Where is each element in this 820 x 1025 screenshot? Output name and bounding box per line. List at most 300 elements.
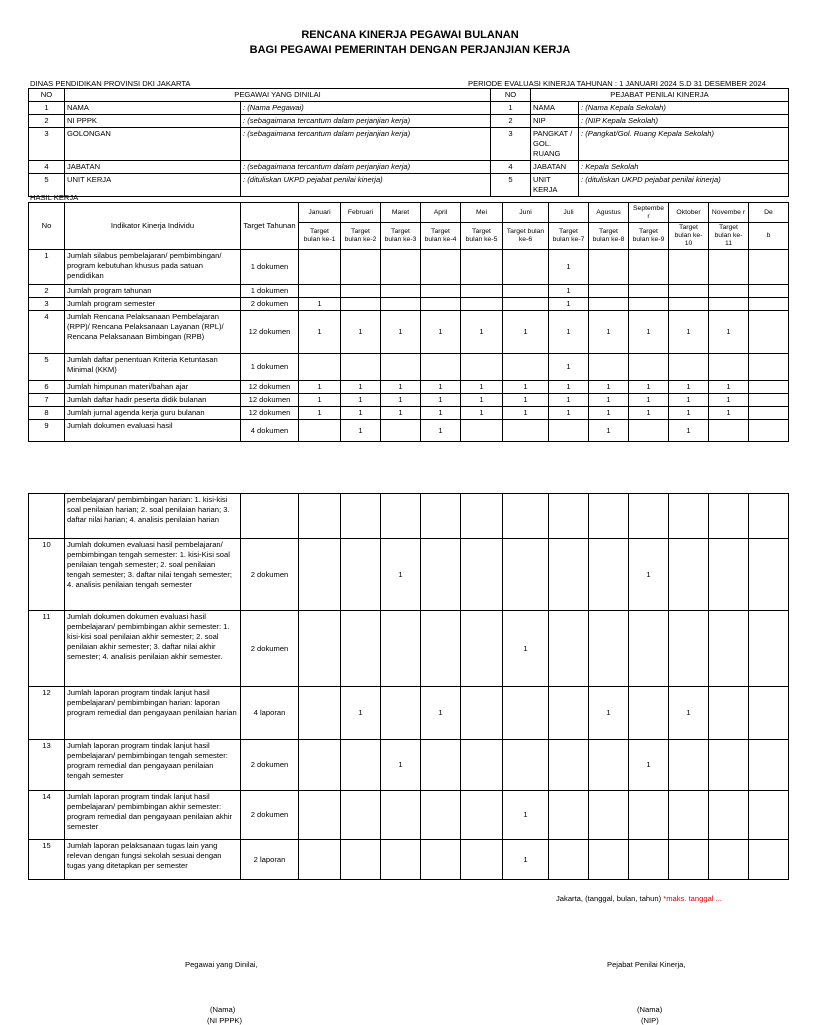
row-month-value: 1 — [299, 298, 341, 311]
sig-left-title: Pegawai yang Dinilai, — [185, 960, 258, 969]
table-row — [29, 840, 789, 880]
row-month-value: 1 — [421, 381, 461, 394]
row-indikator: Jumlah daftar hadir peserta didik bulanan — [65, 394, 241, 407]
sig-right-id: (NIP) — [641, 1016, 659, 1025]
row-month-value — [589, 740, 629, 791]
row-month-value — [669, 285, 709, 298]
row-month-value: 1 — [503, 311, 549, 354]
row-no: 14 — [29, 791, 65, 840]
row-month-value: 1 — [299, 394, 341, 407]
row-month-value — [749, 494, 789, 539]
identity-row — [29, 115, 789, 128]
row-month-value — [589, 611, 629, 687]
row-month-value: 1 — [461, 311, 503, 354]
row-no: 4 — [29, 311, 65, 354]
row-month-value — [749, 539, 789, 611]
identity-label-right: NIP — [531, 115, 579, 128]
row-month-value: 1 — [589, 407, 629, 420]
table-row — [29, 539, 789, 611]
row-month-value — [709, 354, 749, 381]
row-month-value — [341, 740, 381, 791]
row-no: 7 — [29, 394, 65, 407]
sig-right-name: (Nama) — [637, 1005, 663, 1014]
target-month-header: b — [749, 223, 789, 250]
row-target: 2 dokumen — [241, 539, 299, 611]
table-row — [29, 740, 789, 791]
row-month-value — [461, 285, 503, 298]
row-month-value: 1 — [629, 394, 669, 407]
row-month-value — [341, 285, 381, 298]
month-header: Novembe r — [709, 203, 749, 223]
row-no: 8 — [29, 407, 65, 420]
row-month-value: 1 — [461, 407, 503, 420]
identity-value-left: : (sebagaimana tercantum dalam perjanjian kerja) — [241, 115, 491, 128]
sig-right-title: Pejabat Penilai Kinerja, — [607, 960, 686, 969]
row-target: 12 dokumen — [241, 394, 299, 407]
row-month-value — [503, 250, 549, 285]
row-month-value: 1 — [629, 381, 669, 394]
row-month-value — [381, 354, 421, 381]
month-header: Mei — [461, 203, 503, 223]
row-month-value: 1 — [669, 687, 709, 740]
row-month-value — [709, 840, 749, 880]
row-month-value — [461, 250, 503, 285]
row-month-value — [461, 791, 503, 840]
hasil-kerja-label: HASIL KERJA — [30, 193, 79, 202]
row-indikator: Jumlah himpunan materi/bahan ajar — [65, 381, 241, 394]
row-month-value: 1 — [381, 740, 421, 791]
row-month-value: 1 — [421, 394, 461, 407]
row-month-value — [421, 840, 461, 880]
row-month-value — [549, 494, 589, 539]
row-month-value: 1 — [421, 420, 461, 442]
month-header: Januari — [299, 203, 341, 223]
row-month-value — [749, 791, 789, 840]
row-month-value — [503, 740, 549, 791]
row-month-value — [669, 611, 709, 687]
sig-left-id: (NI PPPK) — [207, 1016, 243, 1025]
row-month-value: 1 — [589, 311, 629, 354]
row-month-value — [589, 285, 629, 298]
target-month-header: Target bulan ke-11 — [709, 223, 749, 250]
target-month-header: Target bulan ke-1 — [299, 223, 341, 250]
row-month-value — [629, 420, 669, 442]
target-month-header: Target bulan ke-9 — [629, 223, 669, 250]
row-month-value — [461, 354, 503, 381]
table-row — [29, 611, 789, 687]
target-month-header: Target bulan ke-10 — [669, 223, 709, 250]
row-month-value — [709, 791, 749, 840]
month-header: Maret — [381, 203, 421, 223]
row-month-value — [549, 740, 589, 791]
row-month-value: 1 — [503, 381, 549, 394]
row-indikator: Jumlah laporan program tindak lanjut hasil pembelajaran/ pembimbingan harian: laporan program remedial dan pengayaan penilaian harian — [65, 687, 241, 740]
identity-row — [29, 102, 789, 115]
row-month-value — [381, 250, 421, 285]
identity-value-right: : (Pangkat/Gol. Ruang Kepala Sekolah) — [579, 128, 789, 161]
row-month-value — [749, 840, 789, 880]
row-month-value: 1 — [503, 791, 549, 840]
table-row — [29, 354, 789, 381]
dinas-label: DINAS PENDIDIKAN PROVINSI DKI JAKARTA — [30, 79, 191, 88]
row-month-value: 1 — [341, 420, 381, 442]
row-indikator: Jumlah silabus pembelajaran/ pembimbingan/ program kebutuhan khusus pada satuan pendidikan — [65, 250, 241, 285]
row-month-value — [709, 250, 749, 285]
table-row — [29, 285, 789, 298]
kinerja-table-page1 — [28, 202, 789, 442]
row-month-value — [299, 539, 341, 611]
row-no: 5 — [29, 354, 65, 381]
place-date-note: *maks. tanggal ... — [663, 894, 722, 903]
table-row — [29, 407, 789, 420]
row-month-value — [503, 354, 549, 381]
row-month-value — [381, 611, 421, 687]
row-target: 2 dokumen — [241, 740, 299, 791]
row-month-value — [669, 494, 709, 539]
row-month-value: 1 — [709, 394, 749, 407]
row-no: 6 — [29, 381, 65, 394]
identity-row — [29, 161, 789, 174]
month-header: Septembe r — [629, 203, 669, 223]
row-indikator: Jumlah dokumen evaluasi hasil — [65, 420, 241, 442]
row-month-value — [299, 494, 341, 539]
row-target: 4 laporan — [241, 687, 299, 740]
row-indikator: Jumlah laporan program tindak lanjut hasil pembelajaran/ pembimbingan akhir semester: program remedial dan pengayaan penilaian akhir semester — [65, 791, 241, 840]
target-month-header: Target bulan ke-3 — [381, 223, 421, 250]
row-month-value: 1 — [503, 840, 549, 880]
table-row — [29, 381, 789, 394]
row-indikator: Jumlah Rencana Pelaksanaan Pembelajaran (RPP)/ Rencana Pelaksanaan Layanan (RPL)/ Rencana Pelaksanaan Bimbingan (RPB) — [65, 311, 241, 354]
row-month-value — [381, 420, 421, 442]
row-month-value: 1 — [549, 285, 589, 298]
row-month-value — [589, 354, 629, 381]
row-month-value: 1 — [461, 381, 503, 394]
row-month-value — [549, 840, 589, 880]
row-month-value: 1 — [381, 311, 421, 354]
row-month-value — [299, 354, 341, 381]
row-indikator: Jumlah program semester — [65, 298, 241, 311]
identity-label-left: JABATAN — [65, 161, 241, 174]
row-target: 2 dokumen — [241, 611, 299, 687]
row-month-value: 1 — [341, 407, 381, 420]
row-month-value: 1 — [589, 687, 629, 740]
row-month-value — [299, 740, 341, 791]
row-month-value — [669, 539, 709, 611]
row-month-value — [749, 407, 789, 420]
table-row — [29, 494, 789, 539]
row-month-value: 1 — [709, 311, 749, 354]
row-month-value — [421, 285, 461, 298]
row-month-value: 1 — [503, 611, 549, 687]
row-month-value: 1 — [341, 381, 381, 394]
table-row — [29, 791, 789, 840]
hdr-no-right: NO — [491, 89, 531, 102]
row-month-value — [589, 298, 629, 311]
identity-no-left: 1 — [29, 102, 65, 115]
identity-value-left: : (dituliskan UKPD pejabat penilai kinerja) — [241, 174, 491, 197]
month-header: Agustus — [589, 203, 629, 223]
row-month-value — [749, 381, 789, 394]
table-row — [29, 298, 789, 311]
row-month-value: 1 — [549, 298, 589, 311]
row-no: 15 — [29, 840, 65, 880]
table-row — [29, 687, 789, 740]
row-month-value: 1 — [709, 381, 749, 394]
identity-no-right: 3 — [491, 128, 531, 161]
row-month-value: 1 — [629, 407, 669, 420]
row-indikator: Jumlah daftar penentuan Kriteria Ketuntasan Minimal (KKM) — [65, 354, 241, 381]
row-month-value: 1 — [629, 539, 669, 611]
identity-row — [29, 128, 789, 161]
row-month-value — [709, 285, 749, 298]
row-target: 1 dokumen — [241, 250, 299, 285]
table-row — [29, 311, 789, 354]
row-month-value — [461, 494, 503, 539]
table-row — [29, 420, 789, 442]
doc-title-line1: RENCANA KINERJA PEGAWAI BULANAN — [301, 29, 519, 41]
row-month-value: 1 — [709, 407, 749, 420]
row-month-value — [299, 687, 341, 740]
row-no — [29, 494, 65, 539]
row-target: 2 dokumen — [241, 298, 299, 311]
row-month-value — [503, 285, 549, 298]
row-month-value — [669, 740, 709, 791]
row-month-value — [341, 354, 381, 381]
sig-left-name: (Nama) — [210, 1005, 236, 1014]
month-header: De — [749, 203, 789, 223]
identity-no-right: 2 — [491, 115, 531, 128]
row-month-value — [341, 298, 381, 311]
row-month-value — [421, 740, 461, 791]
row-month-value — [669, 298, 709, 311]
row-month-value: 1 — [589, 394, 629, 407]
row-month-value: 1 — [669, 381, 709, 394]
row-month-value — [629, 285, 669, 298]
row-month-value — [749, 687, 789, 740]
row-month-value — [421, 539, 461, 611]
month-header: Juli — [549, 203, 589, 223]
row-month-value — [629, 354, 669, 381]
identity-no-right: 1 — [491, 102, 531, 115]
row-month-value — [461, 298, 503, 311]
identity-label-left: GOLONGAN — [65, 128, 241, 161]
row-month-value — [341, 611, 381, 687]
row-month-value — [749, 250, 789, 285]
row-month-value — [749, 611, 789, 687]
row-month-value — [589, 494, 629, 539]
identity-label-right: NAMA — [531, 102, 579, 115]
target-month-header: Target bulan ke-5 — [461, 223, 503, 250]
row-month-value — [589, 250, 629, 285]
row-month-value — [381, 298, 421, 311]
identity-value-left: : (sebagaimana tercantum dalam perjanjian kerja) — [241, 161, 491, 174]
row-month-value: 1 — [549, 381, 589, 394]
hdr-pegawai: PEGAWAI YANG DINILAI — [65, 89, 491, 102]
target-month-header: Target bulan ke-7 — [549, 223, 589, 250]
row-no: 9 — [29, 420, 65, 442]
row-month-value — [421, 611, 461, 687]
row-month-value: 1 — [503, 407, 549, 420]
identity-no-right: 4 — [491, 161, 531, 174]
row-month-value — [421, 250, 461, 285]
row-month-value — [549, 611, 589, 687]
row-month-value — [381, 791, 421, 840]
row-month-value: 1 — [669, 407, 709, 420]
row-month-value: 1 — [669, 394, 709, 407]
row-month-value — [299, 611, 341, 687]
row-month-value — [709, 687, 749, 740]
row-month-value: 1 — [589, 381, 629, 394]
row-month-value — [669, 354, 709, 381]
col-target-header: Target Tahunan — [241, 203, 299, 250]
identity-no-left: 3 — [29, 128, 65, 161]
row-month-value — [341, 840, 381, 880]
row-month-value: 1 — [629, 311, 669, 354]
row-month-value — [461, 687, 503, 740]
identity-value-right: : Kepala Sekolah — [579, 161, 789, 174]
row-month-value — [749, 740, 789, 791]
target-month-header: Target bulan ke-4 — [421, 223, 461, 250]
row-month-value — [549, 791, 589, 840]
month-header: Februari — [341, 203, 381, 223]
row-month-value: 1 — [549, 250, 589, 285]
row-month-value: 1 — [299, 381, 341, 394]
row-no: 3 — [29, 298, 65, 311]
row-month-value: 1 — [299, 407, 341, 420]
row-month-value — [299, 285, 341, 298]
row-month-value — [381, 687, 421, 740]
row-month-value — [549, 687, 589, 740]
row-month-value: 1 — [503, 394, 549, 407]
row-month-value — [709, 611, 749, 687]
row-month-value — [421, 494, 461, 539]
row-month-value — [503, 494, 549, 539]
hdr-no-left: NO — [29, 89, 65, 102]
row-target: 4 dokumen — [241, 420, 299, 442]
row-month-value — [749, 311, 789, 354]
kinerja-table-page2 — [28, 493, 789, 880]
row-month-value — [629, 840, 669, 880]
row-month-value — [709, 298, 749, 311]
row-month-value: 1 — [381, 394, 421, 407]
row-month-value — [709, 420, 749, 442]
doc-title-line2: BAGI PEGAWAI PEMERINTAH DENGAN PERJANJIAN KERJA — [249, 44, 571, 56]
row-month-value — [709, 539, 749, 611]
row-month-value — [341, 250, 381, 285]
row-target — [241, 494, 299, 539]
table-row — [29, 250, 789, 285]
row-month-value — [341, 539, 381, 611]
row-month-value — [629, 791, 669, 840]
identity-row — [29, 174, 789, 197]
row-month-value — [629, 250, 669, 285]
identity-no-right: 5 — [491, 174, 531, 197]
row-month-value — [669, 791, 709, 840]
row-month-value: 1 — [669, 311, 709, 354]
row-no: 1 — [29, 250, 65, 285]
row-month-value: 1 — [549, 311, 589, 354]
row-month-value — [341, 791, 381, 840]
row-month-value — [381, 494, 421, 539]
row-month-value — [549, 420, 589, 442]
month-header: April — [421, 203, 461, 223]
row-no: 2 — [29, 285, 65, 298]
row-month-value — [503, 687, 549, 740]
row-month-value — [461, 539, 503, 611]
row-month-value — [589, 539, 629, 611]
identity-label-right: JABATAN — [531, 161, 579, 174]
row-month-value: 1 — [341, 394, 381, 407]
row-month-value — [421, 354, 461, 381]
identity-value-left: : (Nama Pegawai) — [241, 102, 491, 115]
identity-no-left: 4 — [29, 161, 65, 174]
row-month-value: 1 — [381, 381, 421, 394]
row-month-value — [629, 494, 669, 539]
row-month-value — [341, 494, 381, 539]
row-month-value — [461, 740, 503, 791]
identity-value-left: : (sebagaimana tercantum dalam perjanjian kerja) — [241, 128, 491, 161]
row-month-value — [549, 539, 589, 611]
row-month-value — [749, 394, 789, 407]
row-indikator: pembelajaran/ pembimbingan harian: 1. kisi-kisi soal penilaian harian; 2. soal penilaian harian; 3. daftar nilai harian; 4. analisis penilaian harian — [65, 494, 241, 539]
identity-no-left: 2 — [29, 115, 65, 128]
row-month-value: 1 — [549, 354, 589, 381]
row-month-value: 1 — [381, 407, 421, 420]
row-month-value — [669, 250, 709, 285]
row-month-value: 1 — [461, 394, 503, 407]
identity-value-right: : (dituliskan UKPD pejabat penilai kinerja) — [579, 174, 789, 197]
row-target: 12 dokumen — [241, 381, 299, 394]
row-month-value: 1 — [381, 539, 421, 611]
row-month-value: 1 — [421, 687, 461, 740]
row-target: 12 dokumen — [241, 407, 299, 420]
target-month-header: Target bulan ke-6 — [503, 223, 549, 250]
row-month-value: 1 — [421, 407, 461, 420]
row-month-value — [589, 840, 629, 880]
row-target: 2 laporan — [241, 840, 299, 880]
row-target: 1 dokumen — [241, 285, 299, 298]
header-row-months — [29, 203, 789, 223]
identity-table — [28, 88, 789, 197]
row-month-value: 1 — [549, 407, 589, 420]
row-month-value — [709, 740, 749, 791]
row-indikator: Jumlah dokumen evaluasi hasil pembelajaran/ pembimbingan tengah semester: 1. kisi-Kisi soal penilaian tengah semester; 2. soal penilaian tengah semester; 3. daftar nilai tengah semester; 4. analisis penilaian tengah semester — [65, 539, 241, 611]
row-target: 1 dokumen — [241, 354, 299, 381]
col-indikator-header: Indikator Kinerja Individu — [65, 203, 241, 250]
row-month-value — [749, 420, 789, 442]
row-target: 2 dokumen — [241, 791, 299, 840]
row-month-value: 1 — [341, 687, 381, 740]
row-month-value — [749, 285, 789, 298]
row-month-value — [503, 539, 549, 611]
row-month-value: 1 — [669, 420, 709, 442]
identity-label-left: NAMA — [65, 102, 241, 115]
row-month-value — [381, 285, 421, 298]
row-no: 11 — [29, 611, 65, 687]
row-month-value — [421, 791, 461, 840]
row-month-value — [709, 494, 749, 539]
row-month-value — [669, 840, 709, 880]
hdr-pejabat: PEJABAT PENILAI KINERJA — [531, 89, 789, 102]
row-month-value — [629, 298, 669, 311]
target-month-header: Target bulan ke-8 — [589, 223, 629, 250]
row-month-value — [629, 611, 669, 687]
row-no: 10 — [29, 539, 65, 611]
row-indikator: Jumlah laporan pelaksanaan tugas lain yang relevan dengan fungsi sekolah sesuai dengan tugas yang ditetapkan per semester — [65, 840, 241, 880]
periode-label: PERIODE EVALUASI KINERJA TAHUNAN : 1 JANUARI 2024 S.D 31 DESEMBER 2024 — [468, 79, 766, 88]
table-row — [29, 394, 789, 407]
row-month-value — [461, 611, 503, 687]
